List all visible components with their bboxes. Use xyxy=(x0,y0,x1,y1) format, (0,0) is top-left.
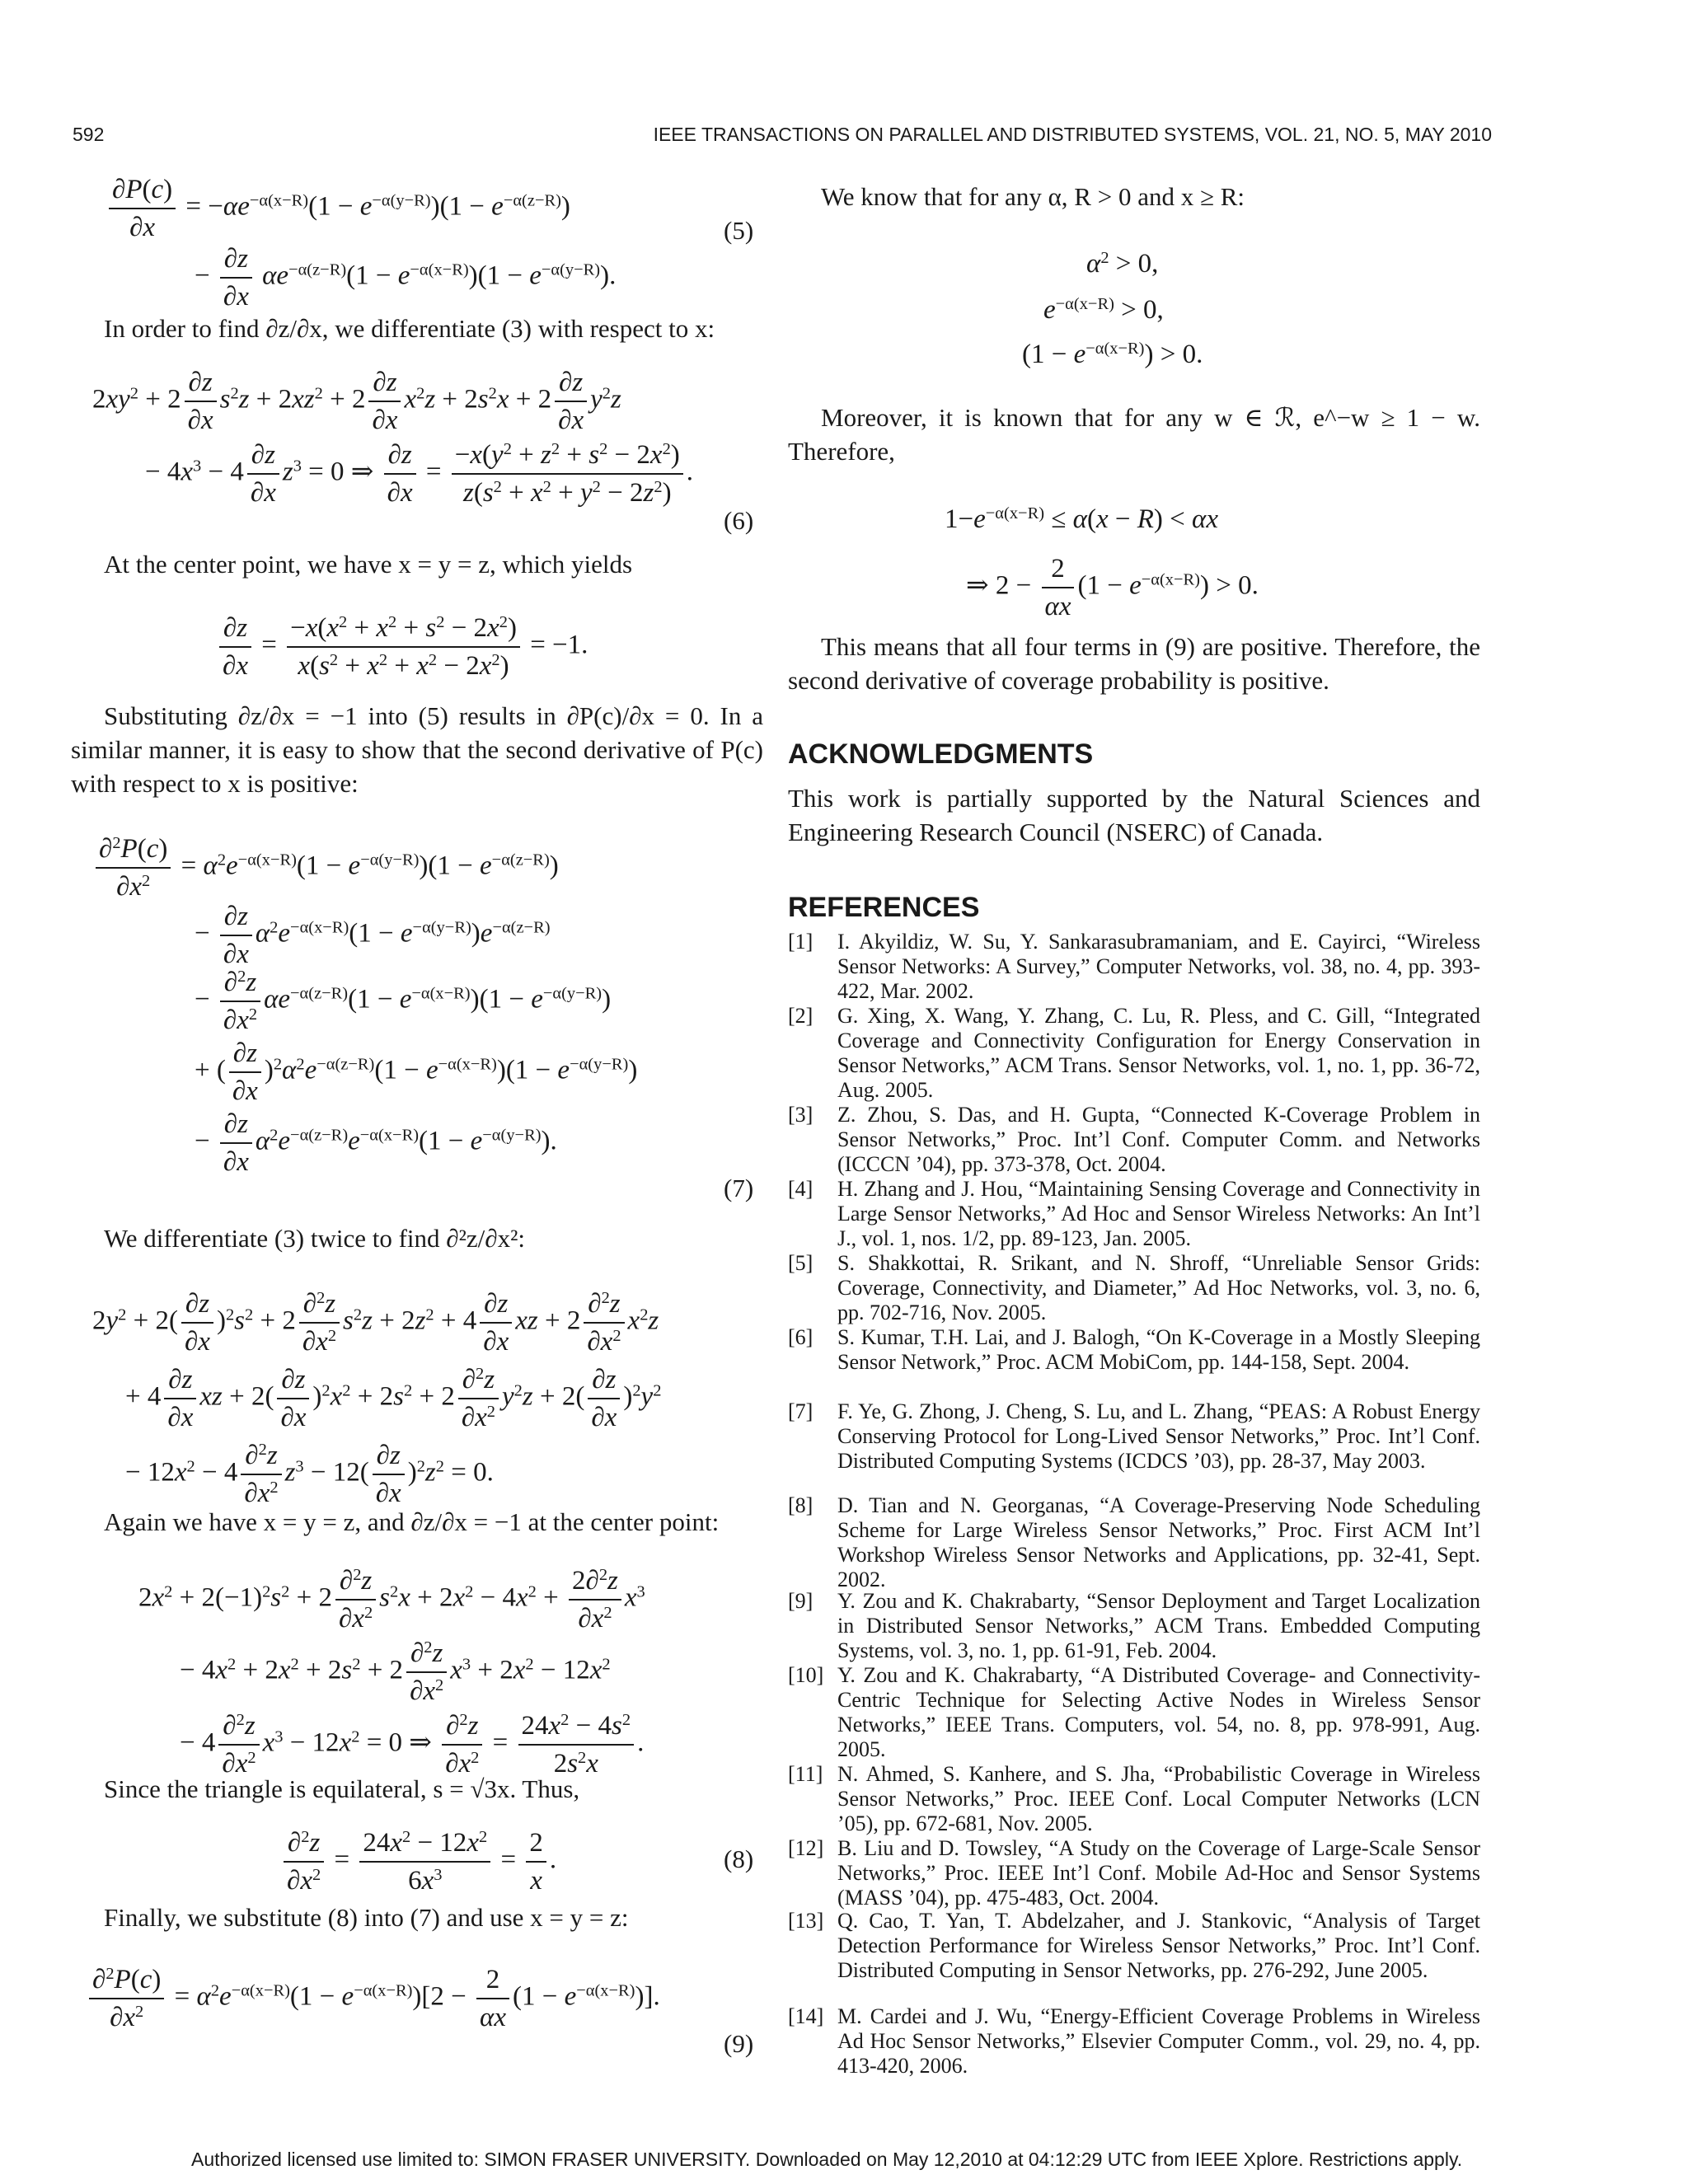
reference-item xyxy=(788,1493,1480,1592)
equation-second-diff-line2: + 4 $\frac{\partial z}{\partial x}$ xz + 2( $\frac{\partial z}{\partial x}$ )$^2x^2 + 2s^2 + 2$ $\frac{\partial^2z}{\partial x^2}$ $y^2z + 2$( $\frac{\partial z}{\partial x}$ )$^2y^2$ xyxy=(125,1361,661,1436)
reference-number: [7] xyxy=(788,1399,814,1423)
equation-6-line2: − $4x^3 - 4$ $\frac{\partial z}{\partial x}$ $z^3 = 0$ ⇒ $\frac{\partial z}{\partial x}$ = $\frac{-x(y^2 + z^2 + s^2 - 2x^2)}{z(s^2 + x^2 + y^2 - 2z^2)}$ . xyxy=(145,437,693,511)
reference-number: [4] xyxy=(788,1177,814,1201)
equation-7-line4: + ( $\frac{\partial z}{\partial x}$ )$^2\alpha^2e^{-\alpha(z-R)}(1 - e^{-\alpha(x-R)})(1 - e^{-\alpha(y-R)})$ xyxy=(195,1035,637,1109)
equation-5: $\frac{\partial P(c)}{\partial x}$ = $-\alpha e^{-\alpha(x-R)}(1 - e^{-\alpha(y-R)})(1 - e^{-\alpha(z-R)})$ xyxy=(106,171,570,246)
equation-9: $\frac{\partial^2P(c)}{\partial x^2}$ = $\alpha^2e^{-\alpha(x-R)}(1 - e^{-\alpha(x-R)})[2$ − $\frac{2}{\alpha x}$ $(1 - e^{-\alpha(x-R)})$]. xyxy=(86,1961,660,2036)
footer-license: Authorized licensed use limited to: SIMON FRASER UNIVERSITY. Downloaded on May 12,2010 at 04:12:29 UTC from IEEE Xplore. Restrictions apply. xyxy=(191,2149,1463,2170)
reference-text: Q. Cao, T. Yan, T. Abdelzaher, and J. Stankovic, “Analysis of Target Detection Performance for Wireless Sensor Networks,” Proc. Int’l Conf. Distributed Computing in Sensor Networks, pp. 276-292, June 2005. xyxy=(837,1909,1480,1982)
equation-number-8: (8) xyxy=(724,1844,754,1873)
equation-second-diff-line3: − $12x^2 - 4$ $\frac{\partial^2z}{\partial x^2}$ $z^3 - 12$( $\frac{\partial z}{\partial x}$ )$^2z^2 = 0$. xyxy=(125,1437,494,1511)
equation-number-7: (7) xyxy=(724,1174,754,1202)
paragraph-center-point: At the center point, we have x = y = z, which yields xyxy=(104,550,633,579)
paragraph-moreover: Moreover, it is known that for any w ∈ ℛ, e^−w ≥ 1 − w. Therefore, xyxy=(788,403,1480,466)
reference-item xyxy=(788,1589,1480,1663)
reference-text: M. Cardei and J. Wu, “Energy-Efficient Coverage Problems in Wireless Ad Hoc Sensor Networks,” Elsevier Computer Comm., vol. 29, no. 4, pp. 413-420, 2006. xyxy=(837,2004,1480,2078)
reference-text: S. Shakkottai, R. Srikant, and N. Shroff, “Unreliable Sensor Grids: Coverage, Connectivity, and Diameter,” Ad Hoc Networks, vol. 3, no. 6, pp. 702-716, Nov. 2005. xyxy=(837,1251,1480,1324)
page-number: 592 xyxy=(73,124,105,145)
journal-header: IEEE TRANSACTIONS ON PARALLEL AND DISTRIBUTED SYSTEMS, VOL. 21, NO. 5, MAY 2010 xyxy=(653,124,1492,145)
reference-item xyxy=(788,1762,1480,1836)
reference-item xyxy=(788,1177,1480,1251)
reference-text: S. Kumar, T.H. Lai, and J. Balogh, “On K-Coverage in a Mostly Sleeping Sensor Network,” Proc. ACM MobiCom, pp. 144-158, Sept. 2004. xyxy=(837,1325,1480,1374)
equation-center2-line2: − $4x^2 + 2x^2 + 2s^2 + 2$ $\frac{\partial^2z}{\partial x^2}$ $x^3 + 2x^2 - 12x^2$ xyxy=(180,1635,611,1709)
equation-second-diff: $2y^2 + 2$( $\frac{\partial z}{\partial x}$ )$^2s^2 + 2$ $\frac{\partial^2z}{\partial x^2}$ $s^2z + 2z^2 + 4$ $\frac{\partial z}{\partial x}$ xz + 2 $\frac{\partial^2z}{\partial x^2}$ $x^2z$ xyxy=(92,1286,659,1360)
reference-item xyxy=(788,1004,1480,1103)
reference-item xyxy=(788,1251,1480,1325)
inequality-bound-line2: ⇒ 2 − $\frac{2}{\alpha x}$ $(1 - e^{-\alpha(x-R)}) > 0$. xyxy=(966,551,1259,625)
paragraph-substituting: Substituting ∂z/∂x = −1 into (5) results in ∂P(c)/∂x = 0. In a similar manner, it is easy to show that the second derivative of P(c) with respect to x is positive: xyxy=(71,701,763,798)
reference-number: [14] xyxy=(788,2004,824,2028)
equation-7-line2: − $\frac{\partial z}{\partial x}$ $\alpha^2e^{-\alpha(x-R)}(1 - e^{-\alpha(y-R)})e^{-\alpha(z-R)}$ xyxy=(195,898,551,972)
equation-center2-line3: − 4 $\frac{\partial^2z}{\partial x^2}$ $x^3 - 12x^2 = 0$ ⇒ $\frac{\partial^2z}{\partial x^2}$ = $\frac{24x^2 - 4s^2}{2s^2x}$ . xyxy=(180,1708,644,1782)
equation-number-5: (5) xyxy=(724,216,754,245)
reference-number: [13] xyxy=(788,1909,824,1933)
reference-item xyxy=(788,1909,1480,1983)
reference-text: Y. Zou and K. Chakrabarty, “Sensor Deployment and Target Localization in Distributed Sensor Networks,” ACM Trans. Embedded Computing Systems, vol. 3, no. 1, pp. 61-91, Feb. 2004. xyxy=(837,1589,1480,1662)
reference-item xyxy=(788,1836,1480,1910)
equation-5-line2: − $\frac{\partial z}{\partial x}$ $\alpha e^{-\alpha(z-R)}(1 - e^{-\alpha(x-R)})(1 - e^{-\alpha(y-R)})$. xyxy=(195,241,616,315)
paragraph-conclusion: This means that all four terms in (9) are positive. Therefore, the second derivative of coverage probability is positive. xyxy=(788,632,1480,695)
reference-item xyxy=(788,1399,1480,1474)
paragraph-find-dz: In order to find ∂z/∂x, we differentiate (3) with respect to x: xyxy=(104,314,715,343)
reference-text: N. Ahmed, S. Kanhere, and S. Jha, “Probabilistic Coverage in Wireless Sensor Networks,” Proc. IEEE Conf. Local Computer Networks (LCN ’05), pp. 672-681, Nov. 2005. xyxy=(837,1762,1480,1835)
reference-text: B. Liu and D. Towsley, “A Study on the Coverage of Large-Scale Sensor Networks,” Proc. IEEE Int’l Conf. Mobile Ad-Hoc and Sensor Systems (MASS ’04), pp. 475-483, Oct. 2004. xyxy=(837,1836,1480,1910)
equation-7-line3: − $\frac{\partial^2z}{\partial x^2}$ $\alpha e^{-\alpha(z-R)}(1 - e^{-\alpha(x-R)})(1 - e^{-\alpha(y-R)})$ xyxy=(195,964,611,1038)
equation-number-6: (6) xyxy=(724,506,754,535)
equation-center: $\frac{\partial z}{\partial x}$ = $\frac{-x(x^2 + x^2 + s^2 - 2x^2)}{x(s^2 + x^2 + x^2 - 2x^2)}$ = −1. xyxy=(216,610,588,684)
reference-number: [8] xyxy=(788,1493,814,1517)
reference-item xyxy=(788,2004,1480,2079)
paragraph-finally: Finally, we substitute (8) into (7) and use x = y = z: xyxy=(104,1903,629,1932)
reference-text: F. Ye, G. Zhong, J. Cheng, S. Lu, and L. Zhang, “PEAS: A Robust Energy Conserving Protocol for Long-Lived Sensor Networks,” Proc. Int’l Conf. Distributed Computing Systems (ICDCS ’03), pp. 28-37, May 2003. xyxy=(837,1399,1480,1473)
references-heading: REFERENCES xyxy=(788,892,980,923)
reference-number: [3] xyxy=(788,1103,814,1127)
equation-6: $2xy^2 + 2$ $\frac{\partial z}{\partial x}$ $s^2z + 2xz^2 + 2$ $\frac{\partial z}{\partial x}$ $x^2z + 2s^2x + 2$ $\frac{\partial z}{\partial x}$ $y^2z$ xyxy=(92,364,621,438)
reference-item xyxy=(788,1663,1480,1762)
reference-text: H. Zhang and J. Hou, “Maintaining Sensing Coverage and Connectivity in Large Sensor Networks,” Ad Hoc and Sensor Wireless Networks: An Int’l J., vol. 1, nos. 1/2, pp. 89-123, Jan. 2005. xyxy=(837,1177,1480,1250)
paragraph-again: Again we have x = y = z, and ∂z/∂x = −1 at the center point: xyxy=(104,1507,720,1536)
equation-7-line5: − $\frac{\partial z}{\partial x}$ $\alpha^2e^{-\alpha(z-R)}e^{-\alpha(x-R)}(1 - e^{-\alpha(y-R)})$. xyxy=(195,1106,557,1180)
paragraph-differentiate-twice: We differentiate (3) twice to find ∂²z/∂x²: xyxy=(104,1224,525,1253)
acknowledgments-heading: ACKNOWLEDGMENTS xyxy=(788,738,1094,770)
reference-number: [6] xyxy=(788,1325,814,1349)
reference-number: [11] xyxy=(788,1762,823,1786)
reference-number: [9] xyxy=(788,1589,814,1613)
reference-text: G. Xing, X. Wang, Y. Zhang, C. Lu, R. Pless, and C. Gill, “Integrated Coverage and Connectivity Configuration for Energy Conservation in Sensor Networks,” ACM Trans. Sensor Networks, vol. 1, no. 1, pp. 36-72, Aug. 2005. xyxy=(837,1004,1480,1102)
reference-number: [5] xyxy=(788,1251,814,1275)
equation-8: $\frac{\partial^2z}{\partial x^2}$ = $\frac{24x^2 - 12x^2}{6x^3}$ = $\frac{2}{x}$ . xyxy=(280,1825,556,1899)
reference-number: [10] xyxy=(788,1663,824,1687)
reference-item xyxy=(788,930,1480,1004)
reference-item xyxy=(788,1103,1480,1177)
inequality-one-minus: $(1 - e^{-\alpha(x-R)}) > 0$. xyxy=(1022,339,1203,369)
inequality-exp: $e^{-\alpha(x-R)} > 0$, xyxy=(1043,294,1164,325)
reference-item xyxy=(788,1325,1480,1375)
acknowledgments-text: This work is partially supported by the Natural Sciences and Engineering Research Council (NSERC) of Canada. xyxy=(788,784,1480,846)
paragraph-we-know: We know that for any α, R > 0 and x ≥ R: xyxy=(821,182,1245,211)
reference-number: [2] xyxy=(788,1004,814,1028)
equation-number-9: (9) xyxy=(724,2029,754,2058)
reference-text: I. Akyildiz, W. Su, Y. Sankarasubramaniam, and E. Cayirci, “Wireless Sensor Networks: A Survey,” Computer Networks, vol. 38, no. 4, pp. 393-422, Mar. 2002. xyxy=(837,930,1480,1003)
reference-text: Z. Zhou, S. Das, and H. Gupta, “Connected K-Coverage Problem in Sensor Networks,” Proc. Int’l Conf. Computer Comm. and Networks (ICCCN ’04), pp. 373-378, Oct. 2004. xyxy=(837,1103,1480,1176)
inequality-bound: $1-e^{-\alpha(x-R)} \le \alpha(x - R) < \alpha x$ xyxy=(945,504,1218,534)
reference-number: [1] xyxy=(788,930,814,954)
equation-center2: $2x^2 + 2(-1)^2s^2 + 2$ $\frac{\partial^2z}{\partial x^2}$ $s^2x + 2x^2 - 4x^2$ + $\frac{2\partial^2z}{\partial x^2}$ $x^3$ xyxy=(138,1563,645,1637)
reference-text: D. Tian and N. Georganas, “A Coverage-Preserving Node Scheduling Scheme for Large Wireless Sensor Networks,” Proc. First ACM Int’l Workshop Wireless Sensor Networks and Applications, pp. 32-41, Sept. 2002. xyxy=(837,1493,1480,1591)
equation-7: $\frac{\partial^2P(c)}{\partial x^2}$ = $\alpha^2e^{-\alpha(x-R)}(1 - e^{-\alpha(y-R)})(1 - e^{-\alpha(z-R)})$ xyxy=(92,831,559,905)
paragraph-equilateral: Since the triangle is equilateral, s = √3x. Thus, xyxy=(104,1774,580,1803)
reference-text: Y. Zou and K. Chakrabarty, “A Distributed Coverage- and Connectivity-Centric Technique for Selecting Active Nodes in Wireless Sensor Networks,” IEEE Trans. Computers, vol. 54, no. 8, pp. 978-991, Aug. 2005. xyxy=(837,1663,1480,1761)
reference-number: [12] xyxy=(788,1836,824,1860)
inequality-alpha: $\alpha^2 > 0$, xyxy=(1086,248,1159,279)
